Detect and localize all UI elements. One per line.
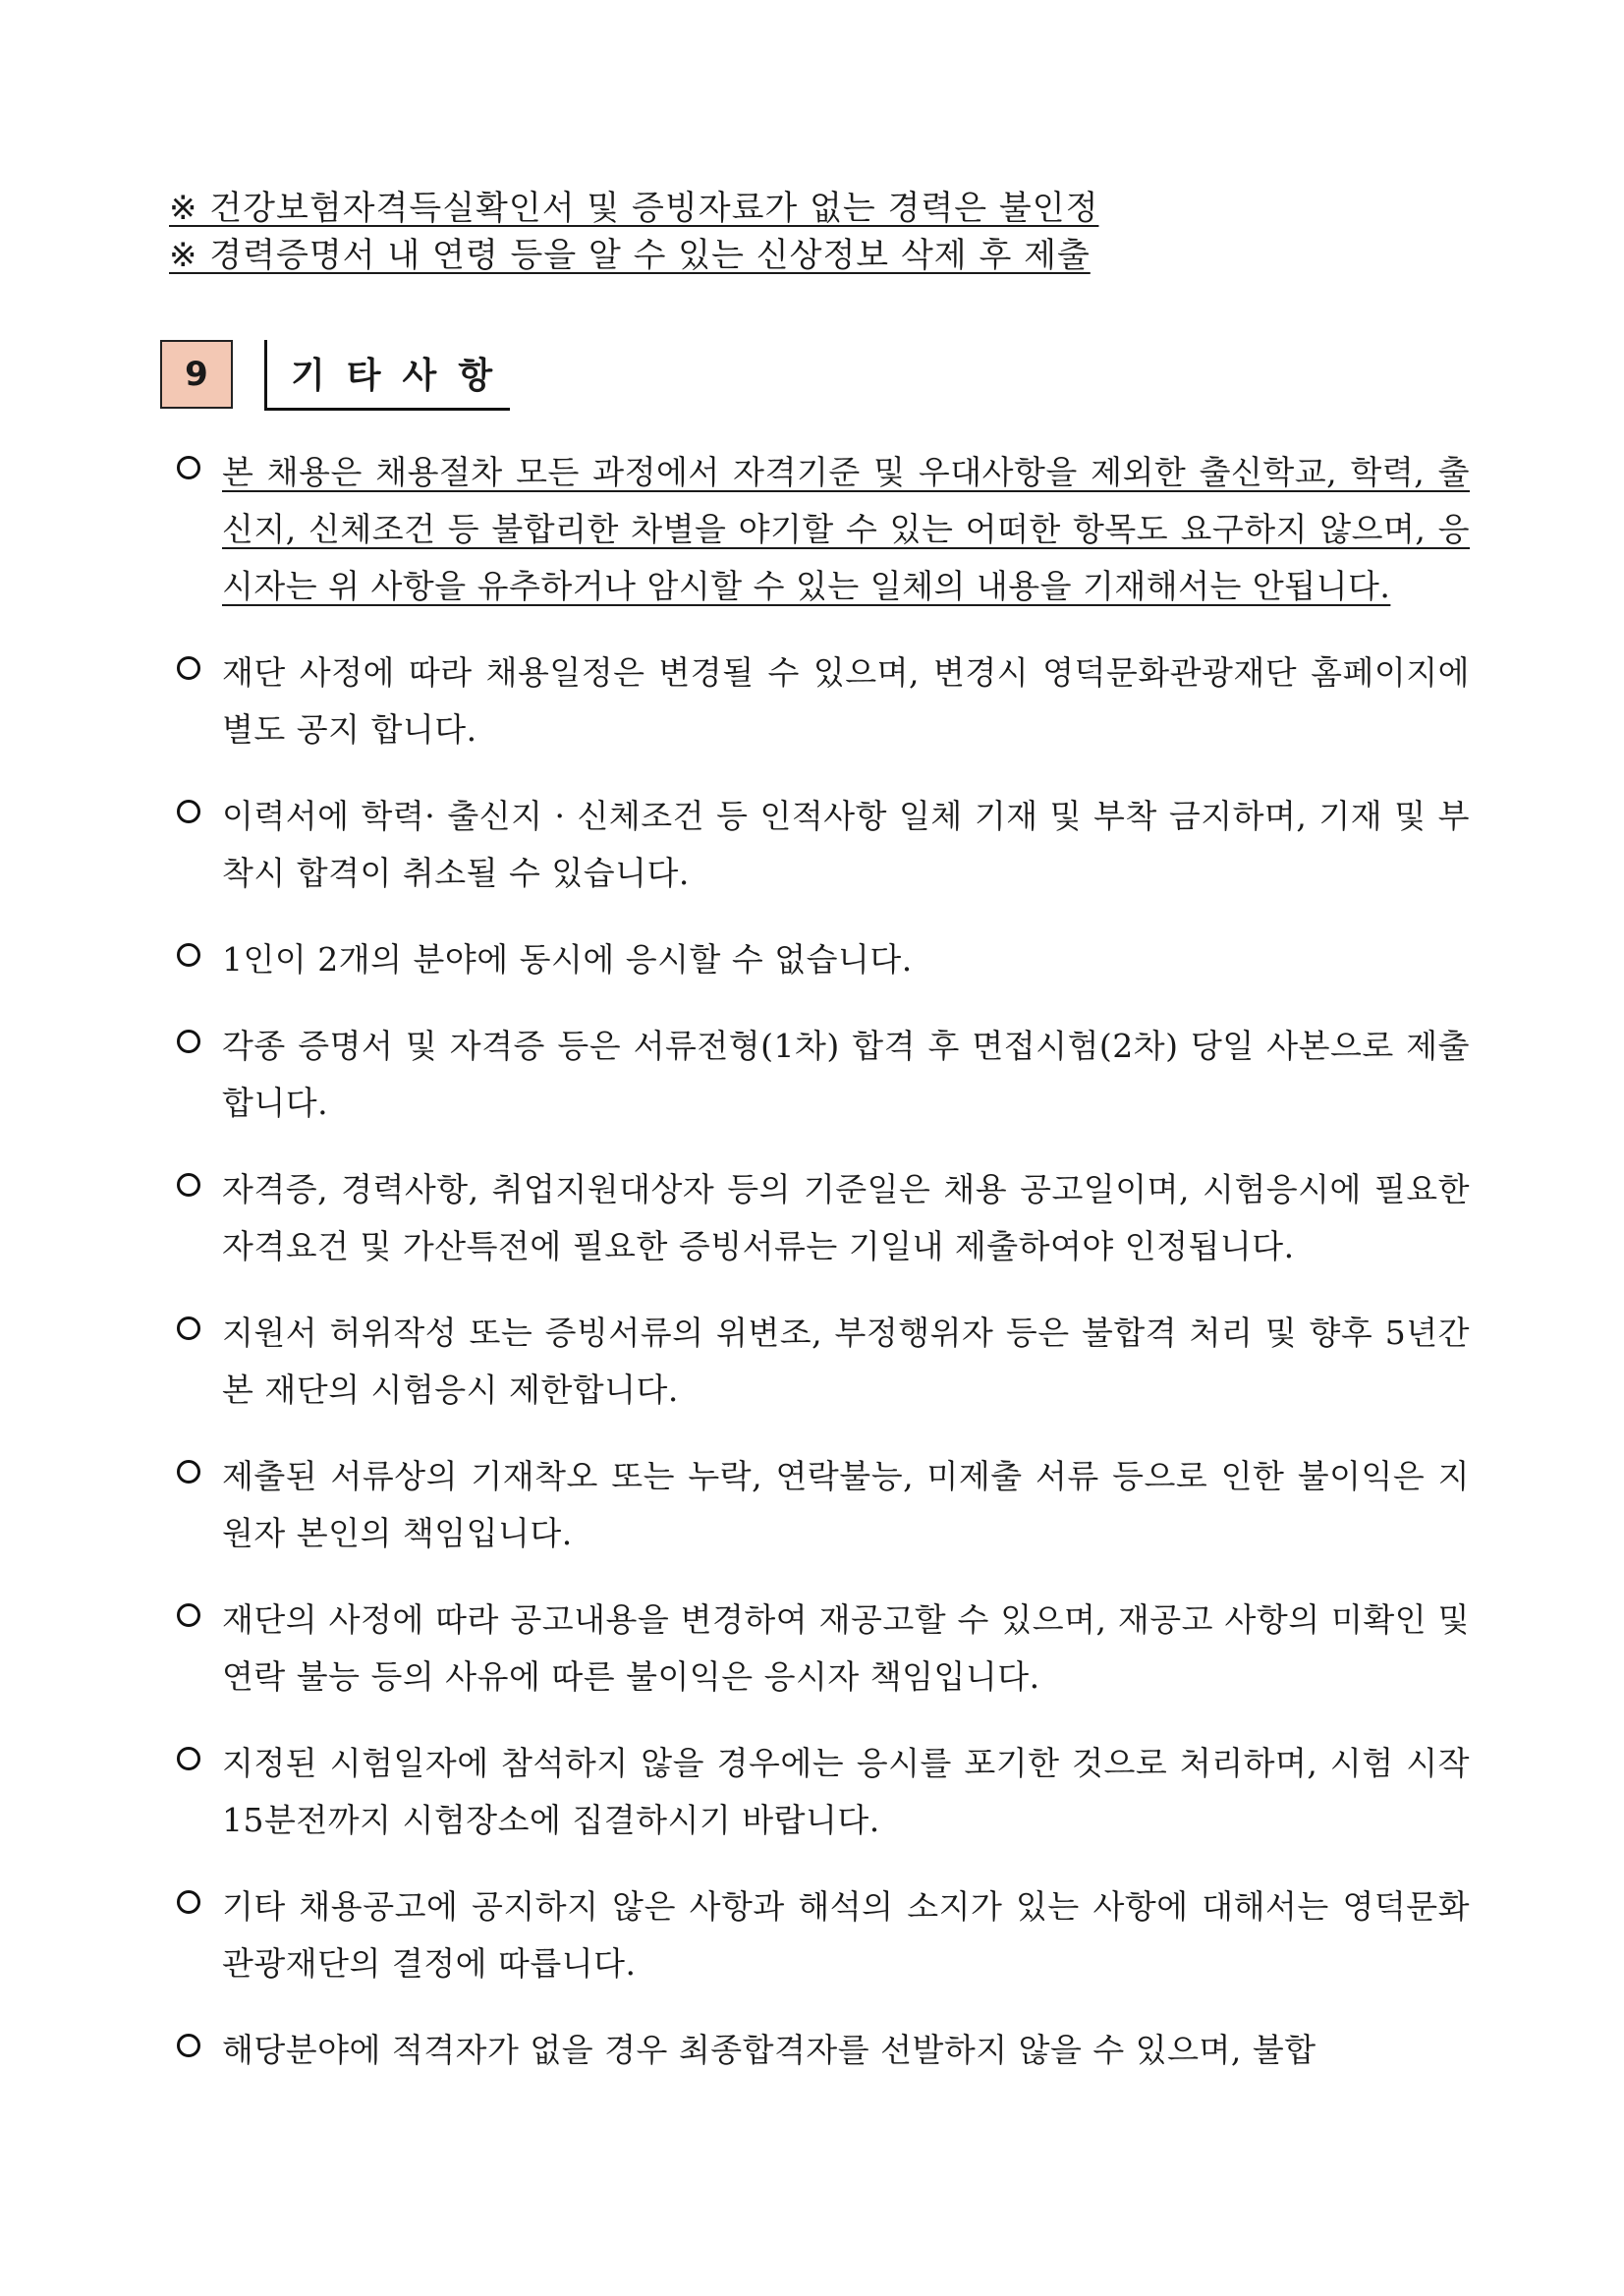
list-item-text: 1인이 2개의 분야에 동시에 응시할 수 없습니다. — [222, 940, 913, 979]
list-item — [177, 931, 1484, 988]
circle-bullet-icon — [177, 2034, 200, 2057]
list-item — [177, 1448, 1484, 1562]
list-item-text: 자격증, 경력사항, 취업지원대상자 등의 기준일은 채용 공고일이며, 시험응시에 필요한 자격요건 및 가산특전에 필요한 증빙서류는 기일내 제출하여야 인정됩니다. — [222, 1170, 1470, 1265]
list-item-text: 각종 증명서 및 자격증 등은 서류전형(1차) 합격 후 면접시험(2차) 당일 사본으로 제출합니다. — [222, 1027, 1470, 1122]
section-header — [160, 340, 553, 419]
list-item — [177, 1161, 1484, 1275]
note-line: ※ 건강보험자격득실확인서 및 증빙자료가 없는 경력은 불인정 — [169, 189, 1099, 228]
circle-bullet-icon — [177, 1173, 200, 1197]
list-item-text: 기타 채용공고에 공지하지 않은 사항과 해석의 소지가 있는 사항에 대해서는 영덕문화관광재단의 결정에 따릅니다. — [222, 1887, 1470, 1983]
list-item-text: 제출된 서류상의 기재착오 또는 누락, 연락불능, 미제출 서류 등으로 인한 불이익은 지원자 본인의 책임입니다. — [222, 1457, 1470, 1552]
list-item-text: 재단 사정에 따라 채용일정은 변경될 수 있으며, 변경시 영덕문화관광재단 홈페이지에 별도 공지 합니다. — [222, 653, 1470, 749]
list-item — [177, 788, 1484, 902]
list-item — [177, 444, 1484, 615]
circle-bullet-icon — [177, 943, 200, 967]
circle-bullet-icon — [177, 1747, 200, 1770]
notes-block — [169, 185, 1151, 279]
list-item-text: 해당분야에 적격자가 없을 경우 최종합격자를 선발하지 않을 수 있으며, 불합 — [222, 2031, 1316, 2069]
section-title: 기타사항 — [291, 356, 515, 396]
list-item — [177, 1735, 1484, 1849]
list-item-text: 이력서에 학력· 출신지 · 신체조건 등 인적사항 일체 기재 및 부착 금지하며, 기재 및 부착시 합격이 취소될 수 있습니다. — [222, 797, 1470, 892]
note-line: ※ 경력증명서 내 연령 등을 알 수 있는 신상정보 삭제 후 제출 — [169, 236, 1091, 275]
list-item-text: 재단의 사정에 따라 공고내용을 변경하여 재공고할 수 있으며, 재공고 사항의 미확인 및 연락 불능 등의 사유에 따른 불이익은 응시자 책임입니다. — [222, 1600, 1470, 1696]
circle-bullet-icon — [177, 1316, 200, 1340]
circle-bullet-icon — [177, 656, 200, 680]
circle-bullet-icon — [177, 1890, 200, 1914]
section-number-badge: 9 — [160, 340, 233, 409]
list-item — [177, 1878, 1484, 1992]
circle-bullet-icon — [177, 1460, 200, 1484]
list-item-text: 지원서 허위작성 또는 증빙서류의 위변조, 부정행위자 등은 불합격 처리 및 향후 5년간 본 재단의 시험응시 제한합니다. — [222, 1314, 1470, 1409]
circle-bullet-icon — [177, 1030, 200, 1053]
list-item-text: 지정된 시험일자에 참석하지 않을 경우에는 응시를 포기한 것으로 처리하며, 시험 시작 15분전까지 시험장소에 집결하시기 바랍니다. — [222, 1744, 1470, 1839]
list-item — [177, 644, 1484, 758]
circle-bullet-icon — [177, 800, 200, 823]
list-item — [177, 2022, 1484, 2079]
circle-bullet-icon — [177, 456, 200, 479]
list-item — [177, 1305, 1484, 1419]
section-title-box — [264, 340, 515, 411]
circle-bullet-icon — [177, 1603, 200, 1627]
list-item — [177, 1018, 1484, 1132]
list-item — [177, 1592, 1484, 1706]
list-item-text: 본 채용은 채용절차 모든 과정에서 자격기준 및 우대사항을 제외한 출신학교, 학력, 출신지, 신체조건 등 불합리한 차별을 야기할 수 있는 어떠한 항목도 요구하지 않으며, 응시자는 위 사항을 유추하거나 암시할 수 있는 일체의 내용을 기재해서는 안됩니다. — [222, 453, 1470, 605]
item-list — [177, 444, 1484, 2079]
